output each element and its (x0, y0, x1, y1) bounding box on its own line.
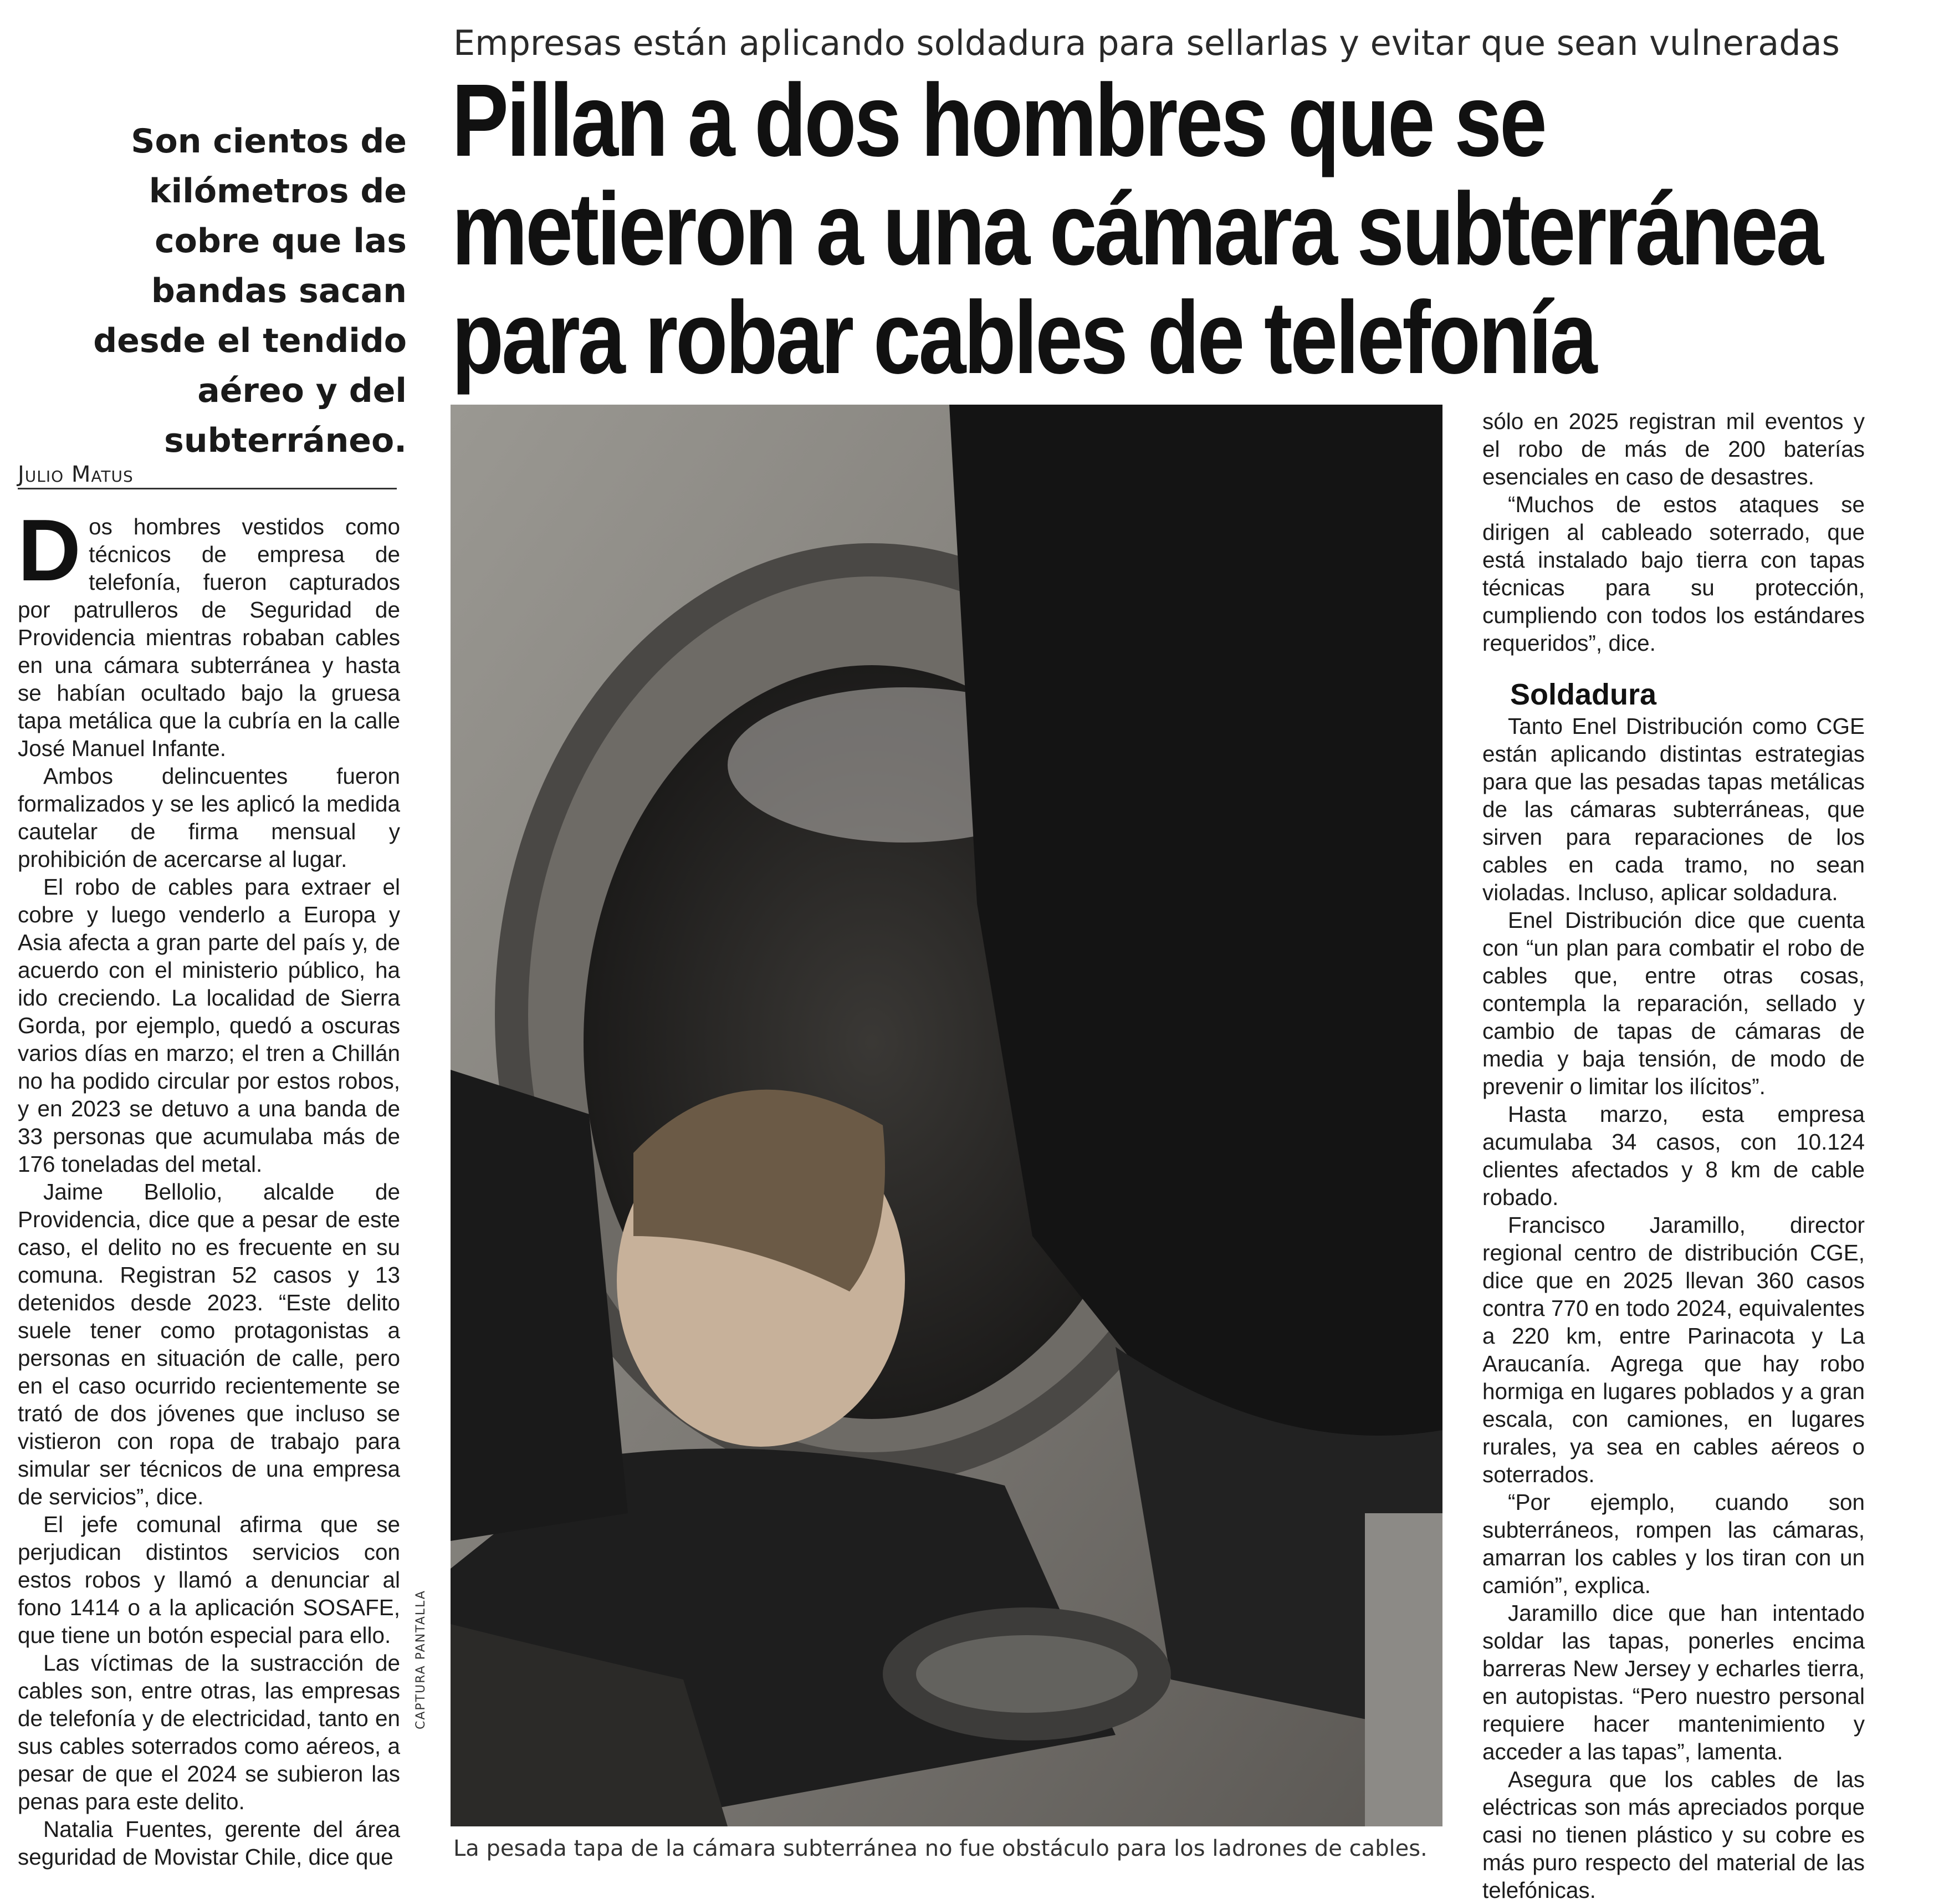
headline-line-3: para robar cables de telefonía (452, 280, 1595, 395)
byline: Julio Matus (18, 461, 397, 489)
article-column-right (1482, 407, 1865, 1903)
paragraph: “Muchos de estos ataques se dirigen al cableado soterrado, que está instalado bajo tierra con tapas técnicas para su protección, cumpliendo con todos los estándares requeridos”, dice. (1482, 492, 1865, 656)
paragraph: Las víctimas de la sustracción de cables son, entre otras, las empresas de telefonía y de electricidad, tanto en sus cables soterrados como aéreos, a pesar de que el 2024 se subieron las penas para este delito. (18, 1650, 400, 1814)
lead-text: os hombres vestidos como técnicos de empresa de telefonía, fueron capturados por patrulleros de Seguridad de Providencia mientras robaban cables en una cámara subterránea y hasta se habían ocultado bajo la gruesa tapa metálica que la cubría en la calle José Manuel Infante. (18, 514, 400, 761)
dek: Son cientos de kilómetros de cobre que las bandas sacan desde el tendido aéreo y del subterráneo. (93, 122, 407, 460)
headline-line-1: Pillan a dos hombres que se (452, 63, 1545, 178)
headline-line-2: metieron a una cámara subterránea (452, 172, 1822, 287)
paragraph: “Por ejemplo, cuando son subterráneos, rompen las cámaras, amarran los cables y los tiran con un camión”, explica. (1482, 1489, 1865, 1598)
dropcap: D (18, 502, 81, 599)
article-column-left (18, 502, 400, 1874)
lead-paragraph (18, 502, 400, 762)
paragraph: Ambos delincuentes fueron formalizados y se les aplicó la medida cautelar de firma mensual y prohibición de acercarse al lugar. (18, 763, 400, 872)
paragraph: El jefe comunal afirma que se perjudican distintos servicios con estos robos y llamó a denunciar al fono 1414 o a la aplicación SOSAFE, que tiene un botón especial para ello. (18, 1512, 400, 1648)
news-photo (451, 405, 1442, 1826)
paragraph: sólo en 2025 registran mil eventos y el robo de más de 200 baterías esenciales en caso de desastres. (1482, 409, 1865, 489)
photo-caption: La pesada tapa de la cámara subterránea no fue obstáculo para los ladrones de cables. (453, 1836, 1428, 1861)
photo-credit: CAPTURA PANTALLA (414, 1590, 428, 1729)
paragraph: Francisco Jaramillo, director regional centro de distribución CGE, dice que en 2025 llevan 360 casos contra 770 en todo 2024, equivalentes a 220 km, entre Parinacota y La Araucanía. Agrega que hay robo hormiga en lugares poblados y a gran escala, con camiones, en lugares rurales, ya sea en cables aéreos o soterrados. (1482, 1212, 1865, 1487)
photo-illustration (451, 405, 1442, 1826)
kicker: Empresas están aplicando soldadura para sellarlas y evitar que sean vulneradas (453, 23, 1840, 63)
paragraph: Asegura que los cables de las eléctricas son más apreciados porque casi no tienen plástico y su cobre es más puro respecto del material de las telefónicas. (1482, 1767, 1865, 1903)
paragraph: Tanto Enel Distribución como CGE están aplicando distintas estrategias para que las pesadas tapas metálicas de las cámaras subterráneas, que sirven para reparaciones de los cables en cada tramo, no sean violadas. Incluso, aplicar soldadura. (1482, 713, 1865, 905)
paragraph: Jaime Bellolio, alcalde de Providencia, dice que a pesar de este caso, el delito no es frecuente en su comuna. Registran 52 casos y 13 detenidos desde 2023. “Este delito suele tener como protagonistas a personas en situación de calle, pero en el caso ocurrido recientemente se trató de dos jóvenes que incluso se vistieron con ropa de trabajo para simular ser técnicos de una empresa de servicios”, dice. (18, 1179, 400, 1509)
paragraph: Jaramillo dice que han intentado soldar las tapas, ponerles encima barreras New Jersey y echarles tierra, en autopistas. “Pero nuestro personal requiere hacer mantenimiento y acceder a las tapas”, lamenta. (1482, 1600, 1865, 1764)
section-subhead: Soldadura (1510, 678, 1657, 711)
paragraph: Hasta marzo, esta empresa acumulaba 34 casos, con 10.124 clientes afectados y 8 km de cable robado. (1482, 1101, 1865, 1210)
paragraph: Natalia Fuentes, gerente del área seguridad de Movistar Chile, dice que (18, 1816, 400, 1870)
paragraph: Enel Distribución dice que cuenta con “un plan para combatir el robo de cables que, entre otras cosas, contempla la reparación, sellado y cambio de tapas de cámaras de media y baja tensión, de modo de prevenir o limitar los ilícitos”. (1482, 907, 1865, 1099)
paragraph: El robo de cables para extraer el cobre y luego venderlo a Europa y Asia afecta a gran parte del país y, de acuerdo con el ministerio público, ha ido creciendo. La localidad de Sierra Gorda, por ejemplo, quedó a oscuras varios días en marzo; el tren a Chillán no ha podido circular por estos robos, y en 2023 se detuvo a una banda de 33 personas que acumulaba más de 176 toneladas del metal. (18, 874, 400, 1177)
headline (452, 63, 1822, 395)
